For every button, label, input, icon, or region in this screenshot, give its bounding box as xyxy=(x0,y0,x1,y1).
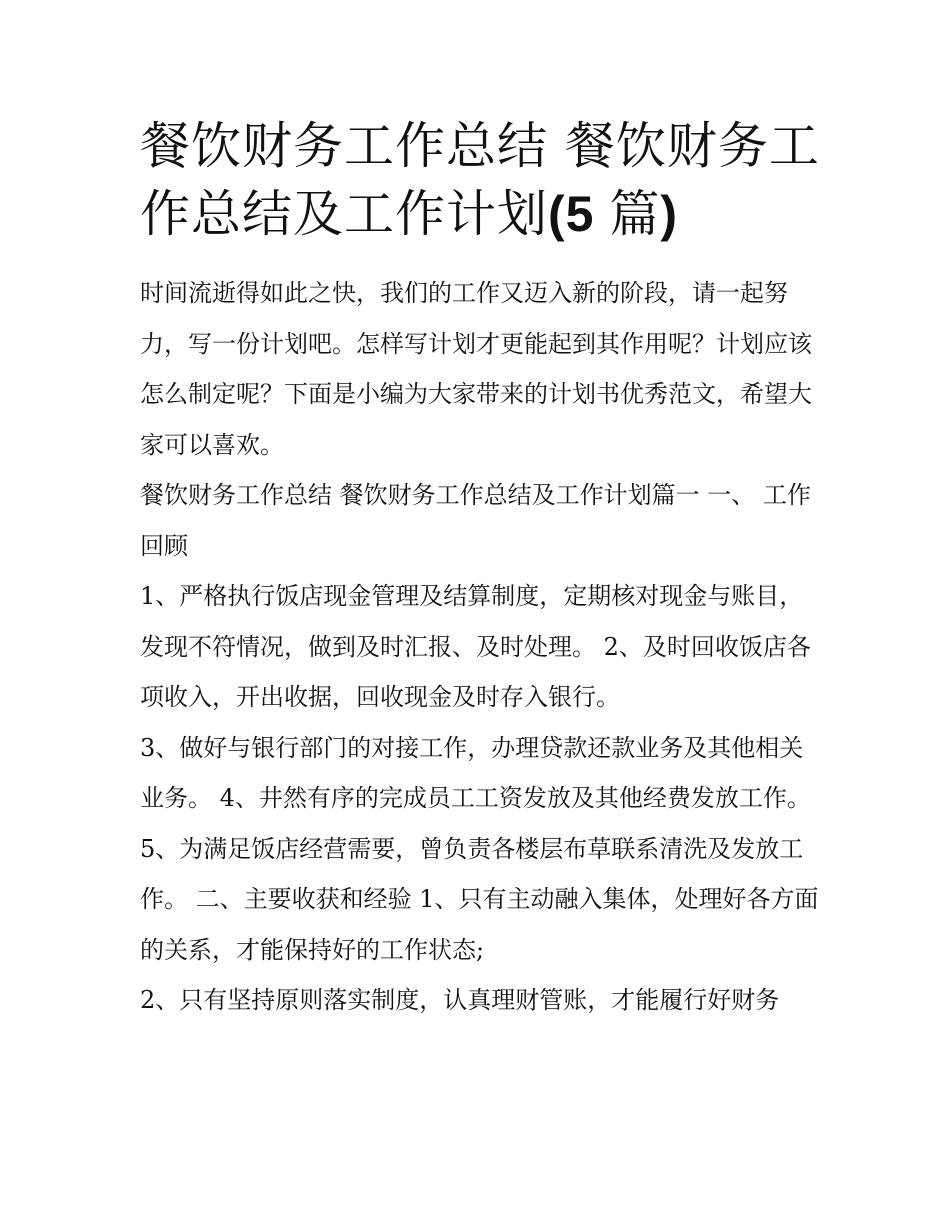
document-body xyxy=(140,112,820,1026)
document-title xyxy=(140,112,820,248)
paragraph-item-3-4: 3、做好与银行部门的对接工作，办理贷款还款业务及其他相关业务。 4、井然有序的完成员工工资发放及其他经费发放工作。 xyxy=(140,733,811,812)
title-line-2: 作总结及工作计划 xyxy=(140,185,548,243)
paragraph-section-heading: 餐饮财务工作总结 餐饮财务工作总结及工作计划篇一 一、 工作回顾 xyxy=(140,481,811,560)
paragraph-item-1-2: 1、严格执行饭店现金管理及结算制度，定期核对现金与账目，发现不符情况，做到及时汇报、及时处理。 2、及时回收饭店各项收入，开出收据，回收现金及时存入银行。 xyxy=(140,582,811,711)
title-count: (5 xyxy=(548,186,610,242)
title-line-1: 餐饮财务工作总结 餐饮财务工 xyxy=(140,117,820,175)
title-close-paren: ) xyxy=(660,186,679,242)
paragraph-experience-2: 2、只有坚持原则落实制度，认真理财管账，才能履行好财务 xyxy=(140,986,780,1014)
paragraph-intro: 时间流逝得如此之快，我们的工作又迈入新的阶段，请一起努力，写一份计划吧。怎样写计划才更能起到其作用呢？计划应该怎么制定呢？下面是小编为大家带来的计划书优秀范文，希望大家可以喜欢。 xyxy=(140,279,812,459)
title-unit: 篇 xyxy=(609,185,661,243)
paragraph-item-5: 5、为满足饭店经营需要，曾负责各楼层布草联系清洗及发放工作。 二、主要收获和经验 1、只有主动融入集体，处理好各方面的关系，才能保持好的工作状态; xyxy=(140,834,819,964)
